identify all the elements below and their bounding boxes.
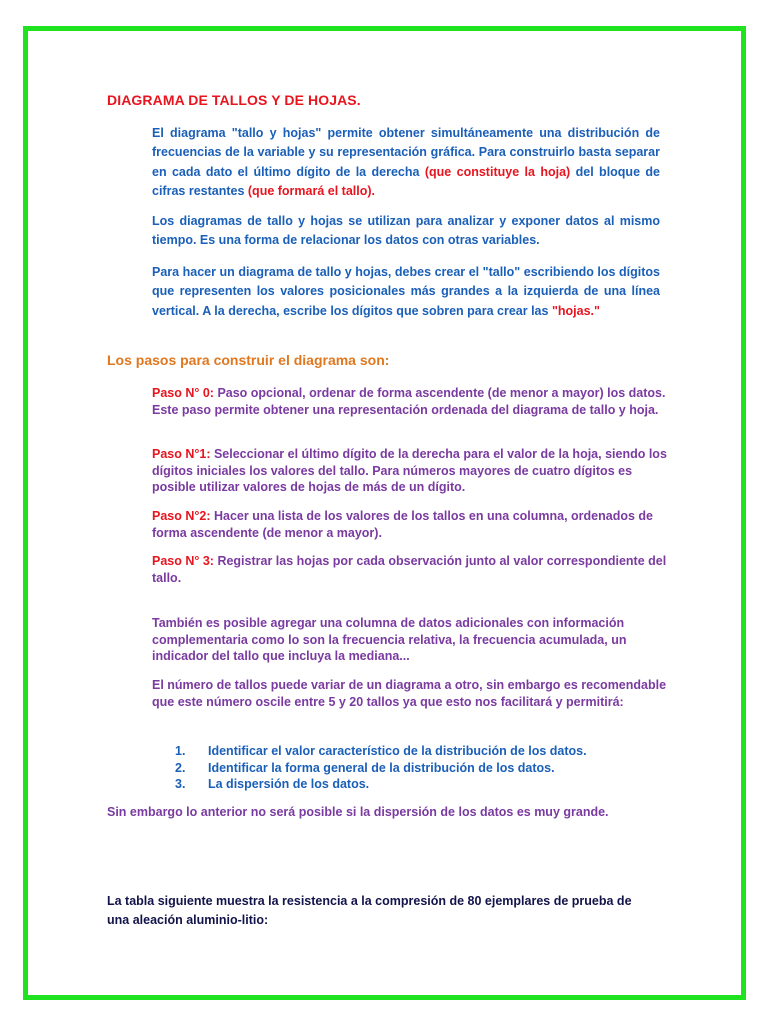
intro-paragraph-2: Los diagramas de tallo y hojas se utilizan para analizar y exponer datos al mismo tiempo. Es una forma de relacionar los datos con otras variables. xyxy=(152,214,660,248)
intro-p3-text: Para hacer un diagrama de tallo y hojas, debes crear el "tallo" escribiendo los dígitos que representen los valores posicionales más grandes a la izquierda de una línea vertical. A la derecha, escribe los dígitos que sobren para crear las xyxy=(152,265,660,318)
intro-paragraph-3 xyxy=(152,263,660,321)
extra-paragraph-1: También es posible agregar una columna de datos adicionales con información complementaria como lo son la frecuencia relativa, la frecuencia acumulada, un indicador del tallo que incluya la mediana... xyxy=(152,616,627,663)
step-text: Seleccionar el último dígito de la derecha para el valor de la hoja, siendo los dígitos iniciales los valores del tallo. Para números mayores de cuatro dígitos es posible utilizar valores de hojas de más de un dígito. xyxy=(152,447,667,494)
step-label: Paso N°1: xyxy=(152,447,211,461)
step-3 xyxy=(152,553,672,586)
step-2 xyxy=(152,508,672,541)
intro-highlight-tallo: (que formará el tallo). xyxy=(247,183,375,198)
list-item xyxy=(175,776,587,793)
step-label: Paso N° 0: xyxy=(152,386,214,400)
intro-p3-highlight: "hojas." xyxy=(551,303,600,318)
list-number: 3. xyxy=(175,777,186,791)
document-title: DIAGRAMA DE TALLOS Y DE HOJAS. xyxy=(107,92,361,108)
step-1 xyxy=(152,446,672,496)
intro-text-a: El diagrama "tallo y hojas" permite obtener simultáneamente una distribución de frecuencias de la variable y su representación gráfica. Para construirlo basta separar en cada dato el último dígito de la derecha xyxy=(152,126,660,179)
intro-paragraph-1 xyxy=(152,124,660,201)
intro-text-b: del bloque de cifras restantes xyxy=(152,164,660,198)
step-0 xyxy=(152,385,672,418)
list-item xyxy=(175,760,587,777)
numbered-list xyxy=(175,743,587,793)
list-text: Identificar el valor característico de la distribución de los datos. xyxy=(208,744,587,758)
step-text: Registrar las hojas por cada observación junto al valor correspondiente del tallo. xyxy=(152,554,667,585)
step-text: Hacer una lista de los valores de los tallos en una columna, ordenados de forma ascendente (de menor a mayor). xyxy=(152,509,653,540)
extra-paragraph-2: El número de tallos puede variar de un diagrama a otro, sin embargo es recomendable que este número oscile entre 5 y 20 tallos ya que esto nos facilitará y permitirá: xyxy=(152,678,667,709)
intro-highlight-hoja: (que constituye la hoja) xyxy=(424,164,571,179)
list-text: La dispersión de los datos. xyxy=(208,777,370,791)
closing-line: Sin embargo lo anterior no será posible si la dispersión de los datos es muy grande. xyxy=(107,805,609,819)
list-number: 2. xyxy=(175,760,186,775)
step-text: Paso opcional, ordenar de forma ascendente (de menor a mayor) los datos. Este paso permite obtener una representación ordenada del diagrama de tallo y hoja. xyxy=(152,386,666,417)
list-text: Identificar la forma general de la distribución de los datos. xyxy=(208,760,555,775)
table-intro-text: La tabla siguiente muestra la resistencia a la compresión de 80 ejemplares de prueba de una aleación aluminio-litio: xyxy=(107,894,632,927)
step-label: Paso N° 3: xyxy=(152,554,214,568)
list-item xyxy=(175,743,587,760)
steps-heading: Los pasos para construir el diagrama son: xyxy=(107,352,390,368)
list-number: 1. xyxy=(175,744,186,758)
step-label: Paso N°2: xyxy=(152,509,211,523)
